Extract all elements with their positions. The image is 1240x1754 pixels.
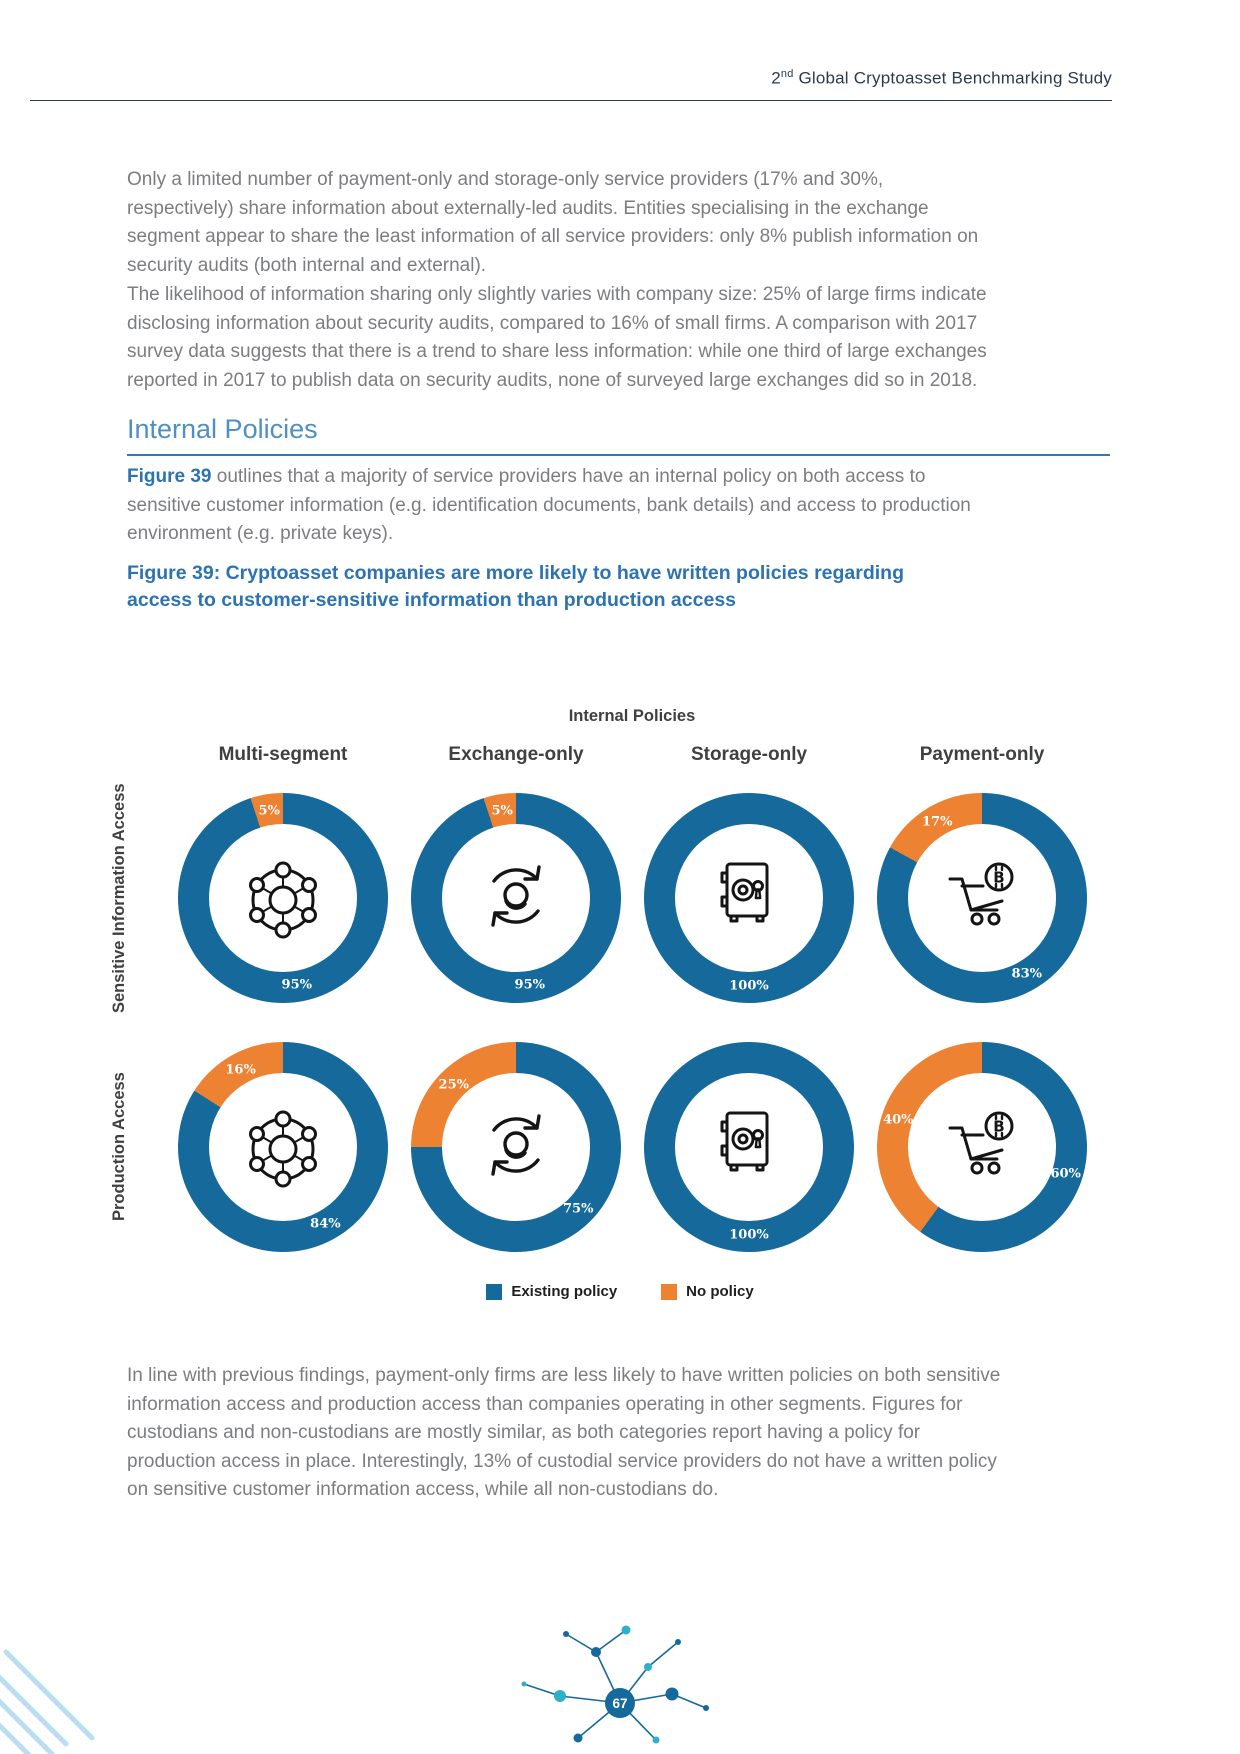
paragraph-figure39-rest: outlines that a majority of service providers have an internal policy on both access to sensitive customer information (e.g. identification documents, bank details) and access to production environment (e.g. private keys). — [127, 466, 971, 544]
corner-stripes-decoration — [0, 1632, 130, 1754]
donut-production-exchange-only — [411, 1042, 621, 1252]
document-header-title: 2nd Global Cryptoasset Benchmarking Study — [771, 68, 1112, 88]
donut-sensitive-payment-only — [877, 793, 1087, 1003]
safe-icon — [699, 1097, 799, 1197]
figure39-link[interactable]: Figure 39 — [127, 466, 212, 487]
donut-percent-label: 100% — [729, 1227, 769, 1243]
row-label-production-access: Production Access — [110, 1072, 128, 1222]
exchange-icon — [466, 848, 566, 948]
donut-percent-label: 100% — [729, 978, 769, 994]
donut-percent-label: 95% — [514, 977, 545, 993]
legend-item-no-policy — [661, 1283, 754, 1300]
no-policy-swatch — [661, 1284, 677, 1300]
page-number: 67 — [612, 1696, 628, 1711]
column-header-exchange-only: Exchange-only — [448, 744, 584, 765]
network-icon — [233, 848, 333, 948]
network-icon — [233, 1097, 333, 1197]
donut-production-multi-segment — [178, 1042, 388, 1252]
chart-title: Internal Policies — [568, 707, 696, 725]
section-heading-internal-policies: Internal Policies — [127, 414, 1110, 456]
cart-bitcoin-icon — [932, 848, 1032, 948]
chart-legend — [0, 1283, 1240, 1300]
donut-production-storage-only — [644, 1042, 854, 1252]
donut-percent-label: 75% — [562, 1201, 594, 1217]
donut-production-payment-only — [877, 1042, 1087, 1252]
paragraph-figure39-intro — [127, 463, 999, 549]
donut-percent-label: 84% — [310, 1216, 341, 1232]
donut-percent-label: 25% — [438, 1077, 469, 1093]
column-header-payment-only: Payment-only — [919, 744, 1045, 765]
donut-percent-label: 5% — [491, 803, 513, 819]
column-header-storage-only: Storage-only — [690, 744, 808, 765]
donut-sensitive-exchange-only — [411, 793, 621, 1003]
donut-percent-label: 83% — [1011, 966, 1043, 982]
cart-bitcoin-icon — [932, 1097, 1032, 1197]
paragraph-company-size: The likelihood of information sharing only slightly varies with company size: 25% of large firms indicate disclosing information about security audits, compared to 16% of small firms. A comparison with 2017 survey data suggests that there is a trend to share less information: while one third of large exchanges reported in 2017 to publish data on security audits, none of surveyed large exchanges did so in 2018. — [127, 284, 987, 391]
header-rule — [30, 100, 1112, 101]
footer-network-graphic — [410, 1612, 840, 1754]
legend-label: Existing policy — [511, 1283, 618, 1300]
donut-percent-label: 60% — [1050, 1166, 1081, 1182]
donut-percent-label: 40% — [883, 1112, 914, 1128]
row-label-sensitive-information-access: Sensitive Information Access — [110, 783, 128, 1013]
donut-sensitive-multi-segment — [178, 793, 388, 1003]
donut-percent-label: 95% — [281, 977, 312, 993]
exchange-icon — [466, 1097, 566, 1197]
donut-percent-label: 17% — [921, 814, 953, 830]
donut-percent-label: 5% — [258, 803, 280, 819]
paragraph-audit-sharing: Only a limited number of payment-only and storage-only service providers (17% and 30%, respectively) share information about externally-led audits. Entities specialising in the exchange segment appear to share the least information of all service providers: only 8% publish information on security audits (both internal and external). — [127, 169, 979, 276]
paragraph-conclusion: In line with previous findings, payment-only firms are less likely to have written policies on both sensitive information access and production access than companies operating in other segments. Figures for custodians and non-custodians are mostly similar, as both categories report having a policy for production access in place. Interestingly, 13% of custodial service providers do not have a written policy on sensitive customer information access, while all non-custodians do. — [127, 1365, 1001, 1500]
legend-label: No policy — [686, 1283, 754, 1300]
donut-sensitive-storage-only — [644, 793, 854, 1003]
column-header-multi-segment: Multi-segment — [218, 744, 348, 765]
donut-percent-label: 16% — [225, 1062, 256, 1078]
existing-policy-swatch — [486, 1284, 502, 1300]
safe-icon — [699, 848, 799, 948]
legend-item-existing-policy — [486, 1283, 617, 1300]
figure-caption: Figure 39: Cryptoasset companies are more likely to have written policies regarding access to customer-sensitive information than production access — [127, 562, 905, 611]
